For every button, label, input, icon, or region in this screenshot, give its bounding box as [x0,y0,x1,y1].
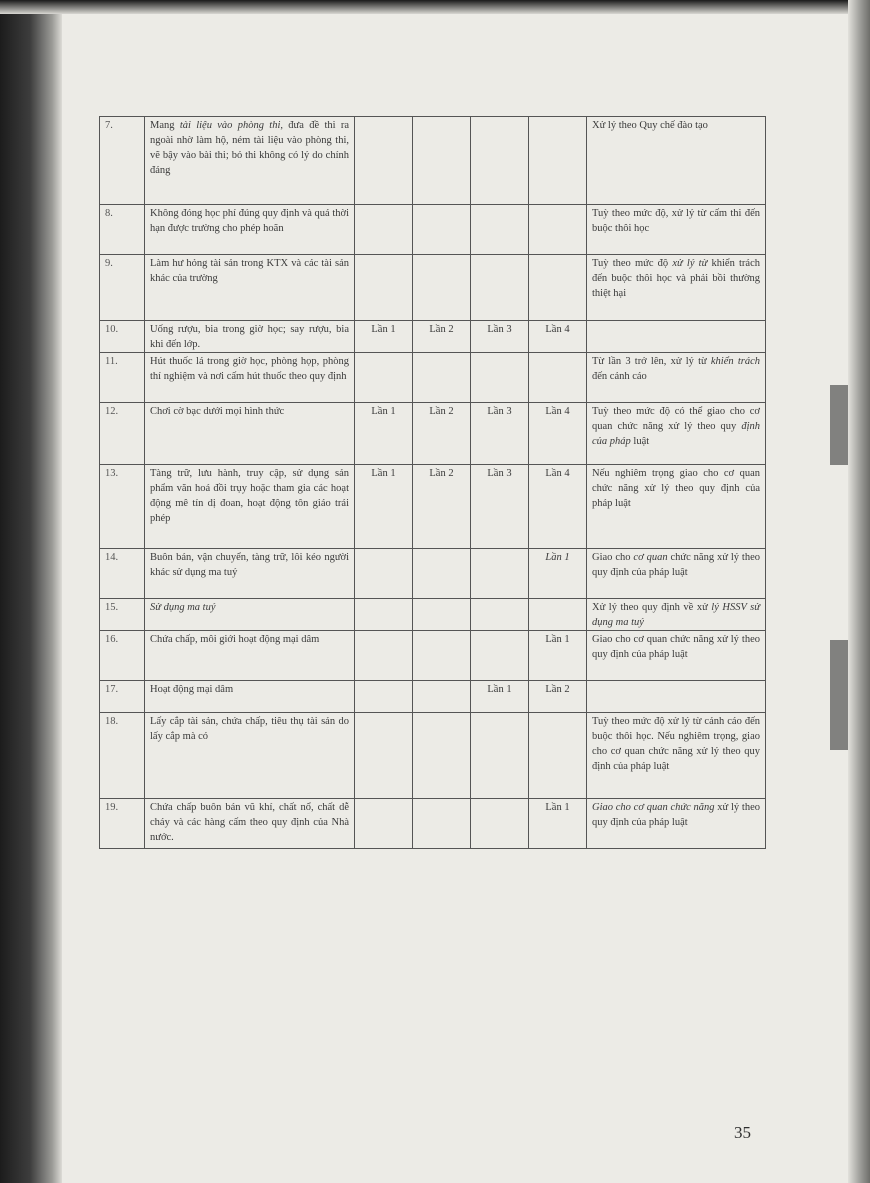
note-text: Tuỳ theo mức độ xử lý từ cảnh cáo đến buộc thôi học. Nếu nghiêm trọng, giao cho cơ quan chức năng xử lý theo quy định của pháp luật [592,716,760,772]
violation-description [145,353,355,403]
handling-note [587,799,766,849]
desc-text: Làm hư hỏng tài sản trong KTX và các tài sản khác của trường [150,258,349,284]
offense-count-1 [355,117,413,205]
table-row [100,321,766,353]
note-text: định của pháp [592,421,760,447]
table-row [100,255,766,321]
offense-count-4: Lần 4 [529,321,587,353]
offense-count-4 [529,353,587,403]
offense-count-2 [413,255,471,321]
offense-count-1 [355,681,413,713]
violation-description [145,631,355,681]
note-text: xử lý theo quy định của pháp luật [592,802,760,828]
desc-text: Tàng trữ, lưu hành, truy cập, sử dụng sản phẩm văn hoá đồi trụy hoặc tham gia các hoạt động mê tín dị đoan, hoạt động tôn giáo trái phép [150,468,349,524]
row-number: 8. [100,205,145,255]
desc-text: Sử dụng ma tuý [150,602,216,613]
note-text: đến cảnh cáo [592,371,647,382]
violation-description [145,117,355,205]
offense-count-4 [529,599,587,631]
offense-count-1: Lần 1 [355,321,413,353]
handling-note [587,713,766,799]
offense-count-2 [413,599,471,631]
desc-text: Lấy cắp tài sản, chứa chấp, tiêu thụ tài sản do lấy cắp mà có [150,716,349,742]
offense-count-1 [355,631,413,681]
offense-count-3 [471,713,529,799]
table-row [100,117,766,205]
handling-note [587,465,766,549]
offense-count-2 [413,799,471,849]
table-row [100,681,766,713]
table-row [100,403,766,465]
table-row [100,631,766,681]
note-text: cơ quan [633,552,668,563]
offense-count-3 [471,599,529,631]
violation-description [145,205,355,255]
desc-text: Uống rượu, bia trong giờ học; say rượu, bia khi đến lớp. [150,324,349,350]
table-row [100,799,766,849]
row-number: 9. [100,255,145,321]
table-row [100,465,766,549]
violation-description [145,321,355,353]
note-text: lý HSSV sử dụng ma tuý [592,602,760,628]
desc-text: Chơi cờ bạc dưới mọi hình thức [150,406,285,417]
note-text: Xử lý theo Quy chế đào tạo [592,120,708,131]
desc-text: Buôn bán, vận chuyển, tàng trữ, lôi kéo người khác sử dụng ma tuý [150,552,349,578]
row-number: 16. [100,631,145,681]
offense-count-3: Lần 3 [471,321,529,353]
offense-count-2 [413,117,471,205]
offense-count-2 [413,205,471,255]
row-number: 11. [100,353,145,403]
offense-count-1: Lần 1 [355,465,413,549]
violation-description [145,403,355,465]
offense-count-2 [413,681,471,713]
offense-count-4 [529,255,587,321]
note-text: Xử lý theo quy định về xử [592,602,712,613]
note-text: luật [630,436,650,447]
note-text: Tuỳ theo mức độ, xử lý từ cấm thi đến buộc thôi học [592,208,760,234]
row-number: 10. [100,321,145,353]
offense-count-4 [529,205,587,255]
note-text: Từ lần 3 trở lên, xử lý từ [592,356,711,367]
desc-text: , đưa đề thi ra ngoài nhờ làm hộ, ném tài liệu vào phòng thi, vẽ bậy vào bài thi; bỏ thi không có lý do chính đáng [150,120,349,176]
offense-count-2: Lần 2 [413,321,471,353]
offense-count-2: Lần 2 [413,465,471,549]
desc-text: Hoạt động mại dâm [150,684,234,695]
row-number: 14. [100,549,145,599]
note-text: Giao cho cơ quan chức năng xử lý theo quy định của pháp luật [592,634,760,660]
table-row [100,713,766,799]
offense-count-1 [355,549,413,599]
handling-note [587,117,766,205]
note-text: chức năng xử lý theo quy định của pháp luật [592,552,761,578]
offense-count-4: Lần 1 [529,549,587,599]
note-text: Tuỳ theo mức độ [592,258,673,269]
discipline-table [99,116,766,849]
offense-count-3: Lần 1 [471,681,529,713]
desc-text: Hút thuốc lá trong giờ học, phòng họp, phòng thí nghiệm và nơi cấm hút thuốc theo quy định [150,356,349,382]
desc-text: Chứa chấp, môi giới hoạt động mại dâm [150,634,320,645]
offense-count-1 [355,799,413,849]
note-text: khiển trách đến buộc thôi học và phải bồi thường thiệt hại [592,258,760,299]
offense-count-4: Lần 2 [529,681,587,713]
offense-count-4 [529,117,587,205]
note-text: Tuỳ theo mức độ có thể giao cho cơ quan chức năng xử lý theo quy [592,406,760,432]
offense-count-3: Lần 3 [471,465,529,549]
offense-count-3 [471,799,529,849]
row-number: 15. [100,599,145,631]
offense-count-4: Lần 4 [529,403,587,465]
row-number: 13. [100,465,145,549]
handling-note [587,321,766,353]
offense-count-1 [355,713,413,799]
scan-top-edge [0,0,870,14]
handling-note [587,681,766,713]
violation-description [145,713,355,799]
desc-text: Chứa chấp buôn bán vũ khí, chất nổ, chất dễ cháy và các hàng cấm theo quy định của Nhà nước. [150,802,349,843]
offense-count-3 [471,353,529,403]
violation-description [145,599,355,631]
handling-note [587,599,766,631]
offense-count-3 [471,549,529,599]
page-number: 35 [734,1123,751,1142]
table-row [100,599,766,631]
bleed-through-mark [830,385,848,465]
handling-note [587,403,766,465]
desc-text: tài liệu vào phòng thi [179,120,281,131]
offense-count-2: Lần 2 [413,403,471,465]
note-text: Nếu nghiêm trọng giao cho cơ quan chức năng xử lý theo quy định của pháp luật [592,468,760,509]
row-number: 19. [100,799,145,849]
handling-note [587,205,766,255]
offense-count-4: Lần 4 [529,465,587,549]
violation-description [145,255,355,321]
row-number: 12. [100,403,145,465]
offense-count-3 [471,205,529,255]
violation-description [145,681,355,713]
offense-count-3 [471,631,529,681]
row-number: 18. [100,713,145,799]
desc-text: Không đóng học phí đúng quy định và quá thời hạn được trường cho phép hoãn [150,208,349,234]
table-row [100,549,766,599]
offense-count-1 [355,205,413,255]
offense-count-1: Lần 1 [355,403,413,465]
table-row [100,205,766,255]
note-text: Giao cho [592,552,634,563]
handling-note [587,255,766,321]
offense-count-4: Lần 1 [529,799,587,849]
offense-count-1 [355,599,413,631]
bleed-through-mark [830,640,848,750]
offense-count-1 [355,353,413,403]
offense-count-3 [471,117,529,205]
scan-right-edge [848,0,870,1183]
handling-note [587,631,766,681]
offense-count-4 [529,713,587,799]
offense-count-3: Lần 3 [471,403,529,465]
violation-description [145,549,355,599]
violation-description [145,799,355,849]
desc-text: Mang [150,120,180,131]
offense-count-2 [413,631,471,681]
row-number: 7. [100,117,145,205]
note-text: xử lý từ [672,258,708,269]
offense-count-4: Lần 1 [529,631,587,681]
note-text: khiển trách [710,356,760,367]
handling-note [587,353,766,403]
violation-description [145,465,355,549]
offense-count-2 [413,549,471,599]
row-number: 17. [100,681,145,713]
handling-note [587,549,766,599]
offense-count-2 [413,353,471,403]
offense-count-1 [355,255,413,321]
book-spine-shadow [0,0,62,1183]
table-row [100,353,766,403]
offense-count-2 [413,713,471,799]
note-text: Giao cho cơ quan chức năng [592,802,715,813]
table-body [100,117,766,849]
offense-count-3 [471,255,529,321]
